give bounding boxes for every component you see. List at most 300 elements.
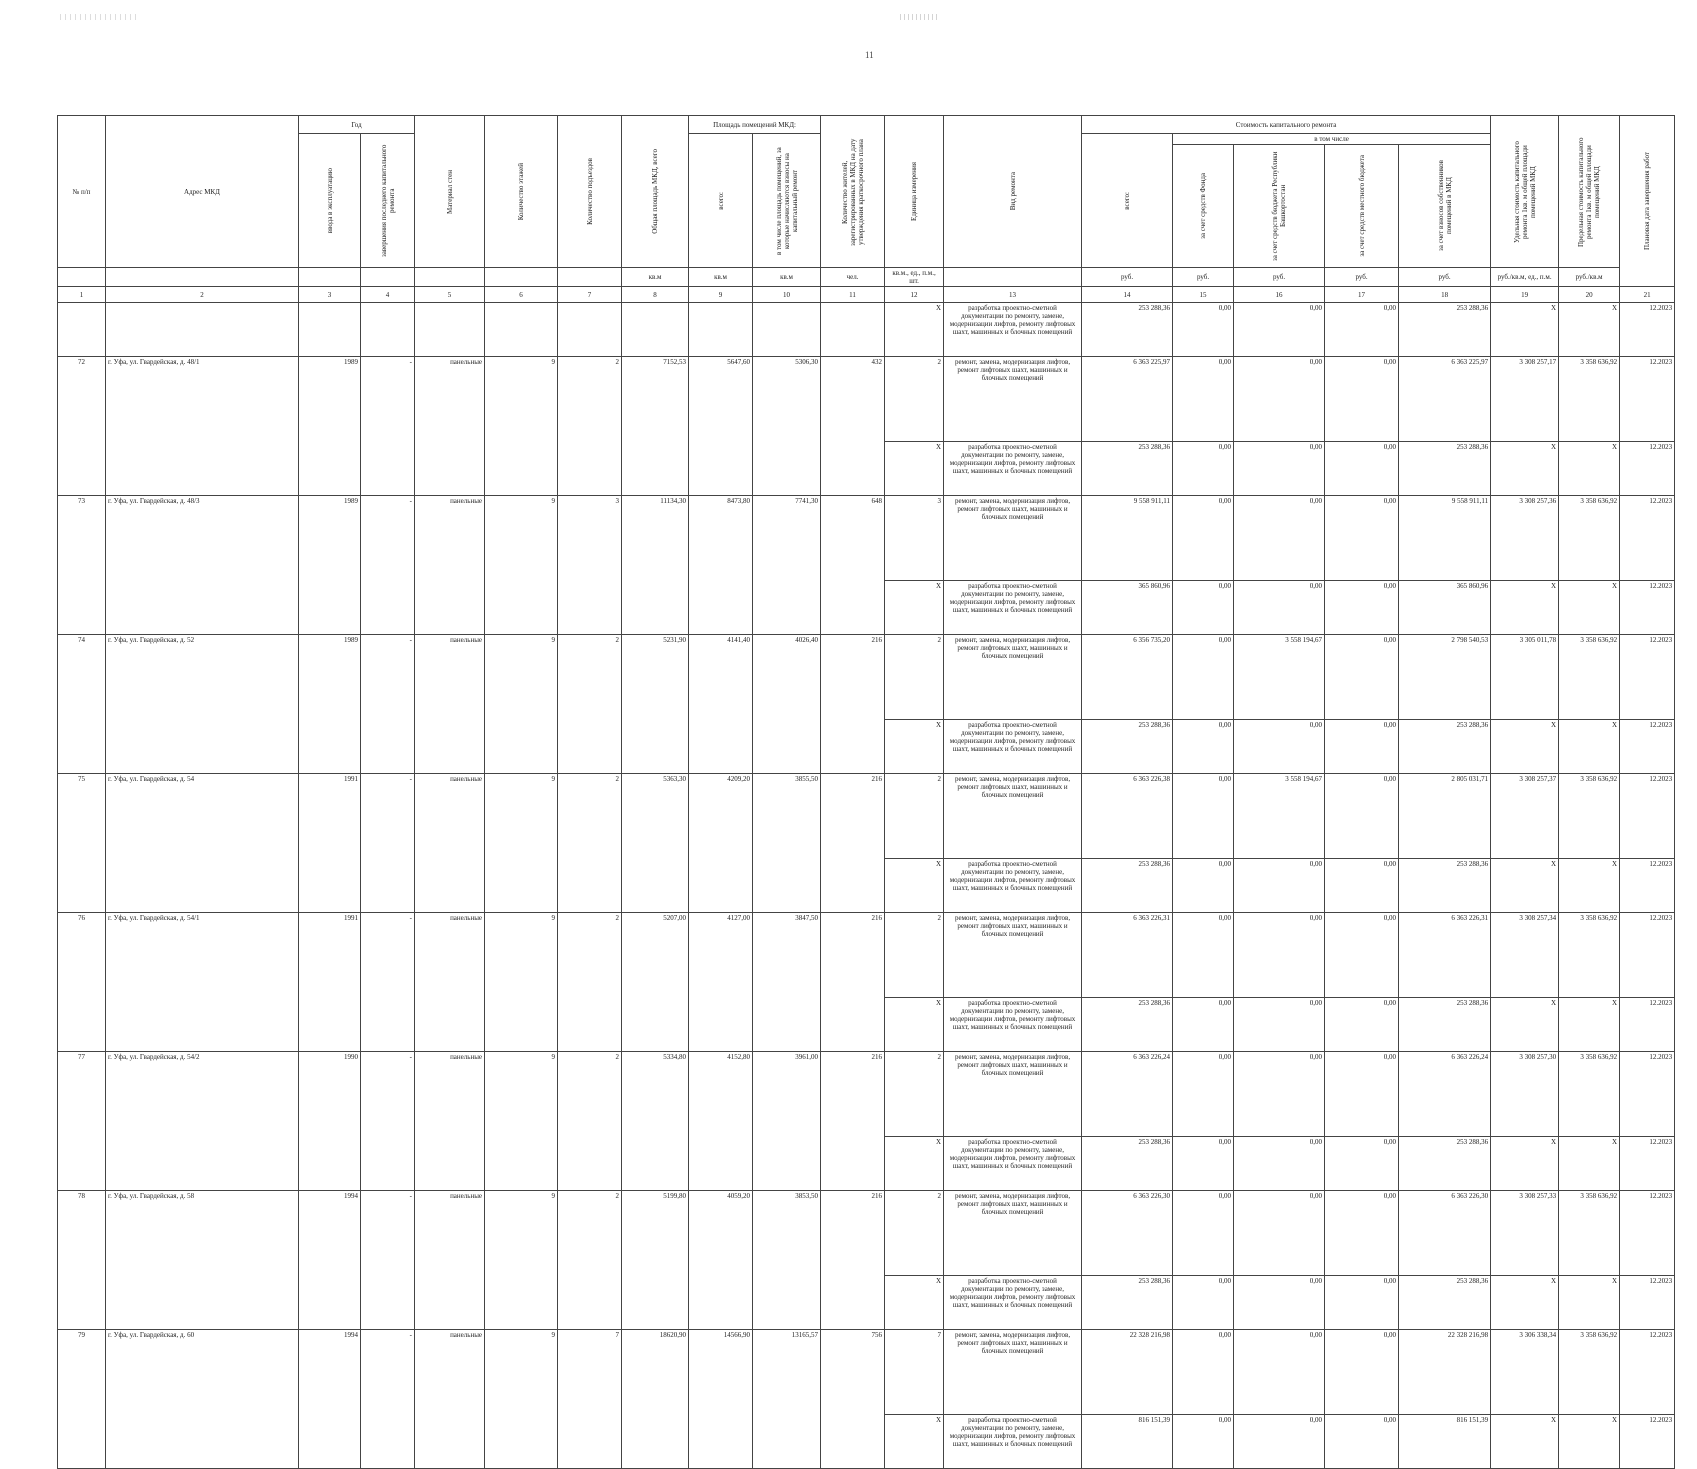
cell-cost-local: 0,00 [1325,1191,1399,1276]
cell-cost-local: 0,00 [1325,303,1399,357]
header-cost-including: в том числе [1173,134,1491,145]
cell-cost-fund: 0,00 [1173,1330,1234,1415]
cell-floors: 9 [485,357,558,496]
cell-cost-republic: 0,00 [1234,357,1325,442]
cell-cost-owners: 2 805 031,71 [1399,774,1491,859]
cell-cost-local: 0,00 [1325,1330,1399,1415]
cell-last-repair: - [361,1052,415,1191]
cell-last-repair: - [361,913,415,1052]
cell-cost-owners: 253 288,36 [1399,998,1491,1052]
cell-work-type: разработка проектно-сметной документации по ремонту, замене, модернизации лифтов, ремонту лифтовых шахт, машинных и блочных помещений [944,859,1082,913]
header-deadline: Плановая дата завершения работ [1643,151,1652,251]
cell-last-repair: - [361,1191,415,1330]
col-number: 12 [885,287,944,303]
cell-work-type: ремонт, замена, модернизация лифтов, ремонт лифтовых шахт, машинных и блочных помещений [944,1330,1082,1415]
cell-floors: 9 [485,1052,558,1191]
cell-cost-fund: 0,00 [1173,357,1234,442]
cell-unit-cost: X [1491,1137,1559,1191]
cell-max-cost: 3 358 636,92 [1559,774,1620,859]
cell-cost-republic: 3 558 194,67 [1234,774,1325,859]
cell-work-type: ремонт, замена, модернизация лифтов, ремонт лифтовых шахт, машинных и блочных помещений [944,1052,1082,1137]
cell-material: панельные [415,357,485,496]
cell-total-area: 18620,90 [622,1330,689,1469]
cell-max-cost: X [1559,998,1620,1052]
cell-cost-owners: 6 363 226,31 [1399,913,1491,998]
cell-cost-owners: 253 288,36 [1399,1137,1491,1191]
cell-deadline: 12.2023 [1620,1191,1675,1276]
cell-address: г. Уфа, ул. Гвардейская, д. 60 [106,1330,299,1469]
table-header [58,116,1675,303]
cell-work-type: разработка проектно-сметной документации по ремонту, замене, модернизации лифтов, ремонту лифтовых шахт, машинных и блочных помещений [944,1137,1082,1191]
repair-plan-table-container [57,115,1675,1469]
cell-unit-cost: X [1491,1276,1559,1330]
cell-deadline: 12.2023 [1620,859,1675,913]
unit-people: чел. [821,268,885,287]
cell-deadline: 12.2023 [1620,442,1675,496]
cell-unit-cost: X [1491,1415,1559,1469]
header-area-all: всего: [716,191,725,210]
cell-residents: 216 [821,774,885,913]
cell-area-all: 4127,00 [689,913,753,1052]
cell-cost-total: 253 288,36 [1082,1276,1173,1330]
header-unit-cost: Удельная стоимость капитального ремонта 1кв. м общей площади помещений МКД [1512,140,1537,243]
table-row [58,635,1675,720]
cell-cost-total: 6 363 225,97 [1082,357,1173,442]
cell-cost-fund: 0,00 [1173,1276,1234,1330]
cell-cost-fund: 0,00 [1173,442,1234,496]
cell-year: 1989 [299,635,361,774]
header-area-contrib: в том числе площадь помещений, за которые начисляются взносы на капитальный ремонт [774,146,799,255]
cell-unit: 2 [885,913,944,998]
cell-cost-total: 22 328 216,98 [1082,1330,1173,1415]
cell-work-type: ремонт, замена, модернизация лифтов, ремонт лифтовых шахт, машинных и блочных помещений [944,774,1082,859]
cell-work-type: разработка проектно-сметной документации по ремонту, замене, модернизации лифтов, ремонту лифтовых шахт, машинных и блочных помещений [944,1276,1082,1330]
cell-total-area: 5363,30 [622,774,689,913]
cell-max-cost: 3 358 636,92 [1559,1330,1620,1415]
cell-cost-fund: 0,00 [1173,774,1234,859]
header-unit: Единица измерения [910,162,919,221]
cell-cost-local: 0,00 [1325,1415,1399,1469]
cell-unit: 7 [885,1330,944,1415]
cell-cost-republic: 0,00 [1234,442,1325,496]
cell-address: г. Уфа, ул. Гвардейская, д. 54 [106,774,299,913]
cell-work-type: разработка проектно-сметной документации по ремонту, замене, модернизации лифтов, ремонту лифтовых шахт, машинных и блочных помещений [944,720,1082,774]
cell-cost-total: 816 151,39 [1082,1415,1173,1469]
scan-noise [60,14,140,20]
unit-rub-17: руб. [1325,268,1399,287]
cell-max-cost: X [1559,720,1620,774]
cell-deadline: 12.2023 [1620,303,1675,357]
cell-cost-total: 253 288,36 [1082,998,1173,1052]
cell-unit-cost: X [1491,303,1559,357]
cell-work-type: ремонт, замена, модернизация лифтов, ремонт лифтовых шахт, машинных и блочных помещений [944,913,1082,998]
unit-unit-cost: руб./кв.м, ед., п.м. [1491,268,1559,287]
cell-cost-fund: 0,00 [1173,496,1234,581]
cell-max-cost: 3 358 636,92 [1559,913,1620,998]
cell-work-type: ремонт, замена, модернизация лифтов, ремонт лифтовых шахт, машинных и блочных помещений [944,635,1082,720]
cell-last-repair: - [361,1330,415,1469]
cell-year: 1991 [299,774,361,913]
header-cost-fund: за счет средств Фонда [1199,173,1208,239]
cell-entrances: 2 [558,913,622,1052]
column-numbers-row [58,287,1675,303]
cell-cost-republic: 0,00 [1234,1137,1325,1191]
cell-cost-total: 253 288,36 [1082,442,1173,496]
cell-cost-local: 0,00 [1325,1137,1399,1191]
cell-cost-owners: 2 798 540,53 [1399,635,1491,720]
cell-max-cost: 3 358 636,92 [1559,357,1620,442]
header-cost-total: всего: [1123,191,1132,210]
cell-cost-local: 0,00 [1325,1052,1399,1137]
cell-cost-republic: 0,00 [1234,496,1325,581]
unit-rub-18: руб. [1399,268,1491,287]
header-num: № п/п [58,116,106,268]
cell-cost-total: 365 860,96 [1082,581,1173,635]
table-row [58,357,1675,442]
cell-unit: X [885,1137,944,1191]
cell-num: 77 [58,1052,106,1191]
cell-entrances: 7 [558,1330,622,1469]
cell-unit: 2 [885,774,944,859]
cell-work-type: разработка проектно-сметной документации по ремонту, замене, модернизации лифтов, ремонту лифтовых шахт, машинных и блочных помещений [944,581,1082,635]
col-number: 3 [299,287,361,303]
cell-unit-cost: X [1491,998,1559,1052]
cell-unit-cost: X [1491,859,1559,913]
cell-deadline: 12.2023 [1620,774,1675,859]
cell-num: 72 [58,357,106,496]
cell-address: г. Уфа, ул. Гвардейская, д. 54/1 [106,913,299,1052]
cell-cost-republic: 0,00 [1234,303,1325,357]
cell-year: 1994 [299,1330,361,1469]
cell-unit: 2 [885,1052,944,1137]
cell-year: 1990 [299,1052,361,1191]
col-number: 17 [1325,287,1399,303]
cell-cost-owners: 9 558 911,11 [1399,496,1491,581]
cell-cost-owners: 6 363 225,97 [1399,357,1491,442]
col-number: 15 [1173,287,1234,303]
cell-last-repair: - [361,496,415,635]
header-area-group: Площадь помещений МКД: [689,116,821,134]
cell-total-area: 5199,80 [622,1191,689,1330]
cell-max-cost: X [1559,1276,1620,1330]
cell-max-cost: 3 358 636,92 [1559,635,1620,720]
cell-unit: X [885,442,944,496]
cell-residents: 432 [821,357,885,496]
cell-area-all: 4141,40 [689,635,753,774]
cell-deadline: 12.2023 [1620,1276,1675,1330]
cell-material: панельные [415,496,485,635]
cell-area-contrib: 7741,30 [753,496,821,635]
cell-unit-cost: X [1491,581,1559,635]
header-entrances: Количество подъездов [585,158,594,225]
page-number: 11 [865,50,874,60]
header-year: Год [299,116,415,134]
cell-cost-republic: 0,00 [1234,1330,1325,1415]
cell-unit: X [885,1276,944,1330]
cell-cost-fund: 0,00 [1173,720,1234,774]
cell-cost-republic: 0,00 [1234,998,1325,1052]
unit-rub-16: руб. [1234,268,1325,287]
cell-deadline: 12.2023 [1620,998,1675,1052]
cell-unit-cost: 3 308 257,33 [1491,1191,1559,1276]
cell-unit-cost: 3 308 257,37 [1491,774,1559,859]
cell-cost-local: 0,00 [1325,1276,1399,1330]
cell-year: 1991 [299,913,361,1052]
cell-residents: 216 [821,635,885,774]
cell-cost-total: 6 356 735,20 [1082,635,1173,720]
cell-unit-cost: 3 308 257,36 [1491,496,1559,581]
table-row [58,774,1675,859]
cell-cost-fund: 0,00 [1173,913,1234,998]
col-number: 20 [1559,287,1620,303]
cell-cost-republic: 0,00 [1234,913,1325,998]
cell-area-contrib: 3855,50 [753,774,821,913]
cell-area-contrib: 13165,57 [753,1330,821,1469]
cell-last-repair: - [361,357,415,496]
cell-last-repair: - [361,635,415,774]
cell-deadline: 12.2023 [1620,913,1675,998]
table-row-continued [58,303,1675,357]
header-material: Материал стен [445,169,454,214]
cell-deadline: 12.2023 [1620,357,1675,442]
cell-material: панельные [415,913,485,1052]
cell-cost-total: 9 558 911,11 [1082,496,1173,581]
header-floors: Количество этажей [517,162,526,221]
cell-cost-republic: 0,00 [1234,1415,1325,1469]
cell-deadline: 12.2023 [1620,635,1675,720]
cell-cost-republic: 0,00 [1234,581,1325,635]
cell-unit: X [885,581,944,635]
col-number: 4 [361,287,415,303]
col-number: 2 [106,287,299,303]
cell-cost-fund: 0,00 [1173,859,1234,913]
cell-cost-owners: 253 288,36 [1399,303,1491,357]
cell-deadline: 12.2023 [1620,720,1675,774]
cell-work-type: ремонт, замена, модернизация лифтов, ремонт лифтовых шахт, машинных и блочных помещений [944,1191,1082,1276]
cell-num: 75 [58,774,106,913]
col-number: 5 [415,287,485,303]
cell-max-cost: X [1559,1415,1620,1469]
cell-cost-local: 0,00 [1325,913,1399,998]
cell-material: панельные [415,1052,485,1191]
cell-year: 1989 [299,496,361,635]
col-number: 18 [1399,287,1491,303]
header-max-cost: Предельная стоимость капитального ремонта 1кв. м общей площади помещений МКД [1577,136,1602,247]
cell-area-all: 5647,60 [689,357,753,496]
cell-area-all: 8473,80 [689,496,753,635]
cell-unit-cost: 3 308 257,17 [1491,357,1559,442]
cell-unit: X [885,998,944,1052]
table-body [58,303,1675,1469]
cell-max-cost: X [1559,1137,1620,1191]
cell-cost-republic: 0,00 [1234,1052,1325,1137]
cell-area-all: 4152,80 [689,1052,753,1191]
cell-entrances: 2 [558,357,622,496]
cell-cost-fund: 0,00 [1173,303,1234,357]
cell-material: панельные [415,1191,485,1330]
cell-deadline: 12.2023 [1620,581,1675,635]
cell-cost-total: 6 363 226,38 [1082,774,1173,859]
cell-work-type: разработка проектно-сметной документации по ремонту, замене, модернизации лифтов, ремонту лифтовых шахт, машинных и блочных помещений [944,1415,1082,1469]
table-row [58,496,1675,581]
cell-cost-republic: 0,00 [1234,720,1325,774]
header-total-area: Общая площадь МКД, всего [651,149,660,234]
cell-max-cost: 3 358 636,92 [1559,496,1620,581]
table-row [58,913,1675,998]
col-number: 11 [821,287,885,303]
cell-cost-owners: 253 288,36 [1399,1276,1491,1330]
cell-unit-cost: X [1491,720,1559,774]
cell-cost-owners: 253 288,36 [1399,720,1491,774]
cell-num: 79 [58,1330,106,1469]
cell-work-type: разработка проектно-сметной документации по ремонту, замене, модернизации лифтов, ремонту лифтовых шахт, машинных и блочных помещений [944,303,1082,357]
cell-address: г. Уфа, ул. Гвардейская, д. 54/2 [106,1052,299,1191]
unit-measure: кв.м., ед., п.м., шт. [885,268,944,287]
scan-noise [900,14,940,20]
col-number: 10 [753,287,821,303]
cell-cost-local: 0,00 [1325,774,1399,859]
cell-unit: X [885,303,944,357]
unit-rub-15: руб. [1173,268,1234,287]
cell-unit: 2 [885,357,944,442]
col-number: 21 [1620,287,1675,303]
cell-residents: 216 [821,1191,885,1330]
col-number: 7 [558,287,622,303]
header-residents: Количество жителей, зарегистрированных в МКД на дату утверждения краткосрочного плана [840,137,865,246]
cell-cost-owners: 816 151,39 [1399,1415,1491,1469]
cell-year: 1994 [299,1191,361,1330]
cell-cost-local: 0,00 [1325,496,1399,581]
cell-floors: 9 [485,913,558,1052]
cell-total-area: 5334,80 [622,1052,689,1191]
cell-address: г. Уфа, ул. Гвардейская, д. 58 [106,1191,299,1330]
header-cost-group: Стоимость капитального ремонта [1082,116,1491,134]
col-number: 8 [622,287,689,303]
cell-max-cost: X [1559,303,1620,357]
unit-area-10: кв.м [753,268,821,287]
unit-area-9: кв.м [689,268,753,287]
cell-max-cost: 3 358 636,92 [1559,1191,1620,1276]
header-year-commission: ввода в эксплуатацию [325,167,334,234]
cell-material: панельные [415,635,485,774]
col-number: 9 [689,287,753,303]
cell-cost-total: 253 288,36 [1082,720,1173,774]
cell-cost-republic: 0,00 [1234,1276,1325,1330]
cell-cost-total: 253 288,36 [1082,303,1173,357]
col-number: 14 [1082,287,1173,303]
cell-cost-republic: 0,00 [1234,859,1325,913]
cell-cost-local: 0,00 [1325,442,1399,496]
cell-unit: 2 [885,635,944,720]
cell-deadline: 12.2023 [1620,1052,1675,1137]
cell-cost-local: 0,00 [1325,635,1399,720]
cell-deadline: 12.2023 [1620,1415,1675,1469]
header-cost-owners: за счет взносов собственников помещений в МКД [1436,160,1453,252]
cell-cost-local: 0,00 [1325,859,1399,913]
unit-area-8: кв.м [622,268,689,287]
cell-entrances: 2 [558,774,622,913]
cell-address: г. Уфа, ул. Гвардейская, д. 48/1 [106,357,299,496]
cell-total-area: 11134,30 [622,496,689,635]
cell-unit-cost: 3 305 011,78 [1491,635,1559,720]
cell-cost-total: 6 363 226,24 [1082,1052,1173,1137]
cell-num: 78 [58,1191,106,1330]
cell-cost-total: 6 363 226,31 [1082,913,1173,998]
col-number: 13 [944,287,1082,303]
cell-max-cost: 3 358 636,92 [1559,1052,1620,1137]
cell-work-type: разработка проектно-сметной документации по ремонту, замене, модернизации лифтов, ремонту лифтовых шахт, машинных и блочных помещений [944,998,1082,1052]
cell-floors: 9 [485,496,558,635]
cell-max-cost: X [1559,859,1620,913]
cell-unit-cost: 3 308 257,30 [1491,1052,1559,1137]
cell-residents: 216 [821,913,885,1052]
cell-area-contrib: 5306,30 [753,357,821,496]
cell-entrances: 2 [558,1191,622,1330]
cell-total-area: 7152,53 [622,357,689,496]
cell-material: панельные [415,1330,485,1469]
cell-area-all: 14566,90 [689,1330,753,1469]
cell-cost-owners: 253 288,36 [1399,442,1491,496]
cell-cost-owners: 253 288,36 [1399,859,1491,913]
cell-residents: 756 [821,1330,885,1469]
cell-cost-local: 0,00 [1325,720,1399,774]
cell-residents: 648 [821,496,885,635]
cell-unit-cost: 3 306 338,34 [1491,1330,1559,1415]
cell-cost-fund: 0,00 [1173,1052,1234,1137]
cell-cost-local: 0,00 [1325,998,1399,1052]
header-cost-republic: за счет средств бюджета Республики Башкортостан [1271,151,1288,261]
cell-area-contrib: 3847,50 [753,913,821,1052]
cell-total-area: 5231,90 [622,635,689,774]
cell-deadline: 12.2023 [1620,496,1675,581]
cell-deadline: 12.2023 [1620,1330,1675,1415]
cell-max-cost: X [1559,581,1620,635]
cell-cost-fund: 0,00 [1173,1415,1234,1469]
cell-unit-cost: 3 308 257,34 [1491,913,1559,998]
cell-entrances: 2 [558,1052,622,1191]
table-row [58,1052,1675,1137]
cell-area-contrib: 3853,50 [753,1191,821,1330]
cell-cost-owners: 365 860,96 [1399,581,1491,635]
cell-residents: 216 [821,1052,885,1191]
cell-entrances: 2 [558,635,622,774]
cell-area-contrib: 3961,00 [753,1052,821,1191]
header-work-type [944,116,1082,268]
cell-work-type: разработка проектно-сметной документации по ремонту, замене, модернизации лифтов, ремонту лифтовых шахт, машинных и блочных помещений [944,442,1082,496]
cell-cost-owners: 6 363 226,30 [1399,1191,1491,1276]
cell-cost-fund: 0,00 [1173,1137,1234,1191]
cell-unit: X [885,1415,944,1469]
cell-floors: 9 [485,635,558,774]
cell-unit: 2 [885,1191,944,1276]
cell-area-contrib: 4026,40 [753,635,821,774]
cell-cost-fund: 0,00 [1173,1191,1234,1276]
cell-year: 1989 [299,357,361,496]
cell-cost-total: 253 288,36 [1082,1137,1173,1191]
header-work-type-label: Вид ремонта [1008,172,1017,211]
cell-cost-fund: 0,00 [1173,998,1234,1052]
header-cost-local: за счет средств местного бюджета [1357,155,1366,257]
table-row [58,1191,1675,1276]
col-number: 6 [485,287,558,303]
cell-floors: 9 [485,1330,558,1469]
col-number: 19 [1491,287,1559,303]
cell-area-all: 4059,20 [689,1191,753,1330]
cell-total-area: 5207,00 [622,913,689,1052]
table-row [58,1330,1675,1415]
cell-floors: 9 [485,1191,558,1330]
cell-unit: X [885,859,944,913]
